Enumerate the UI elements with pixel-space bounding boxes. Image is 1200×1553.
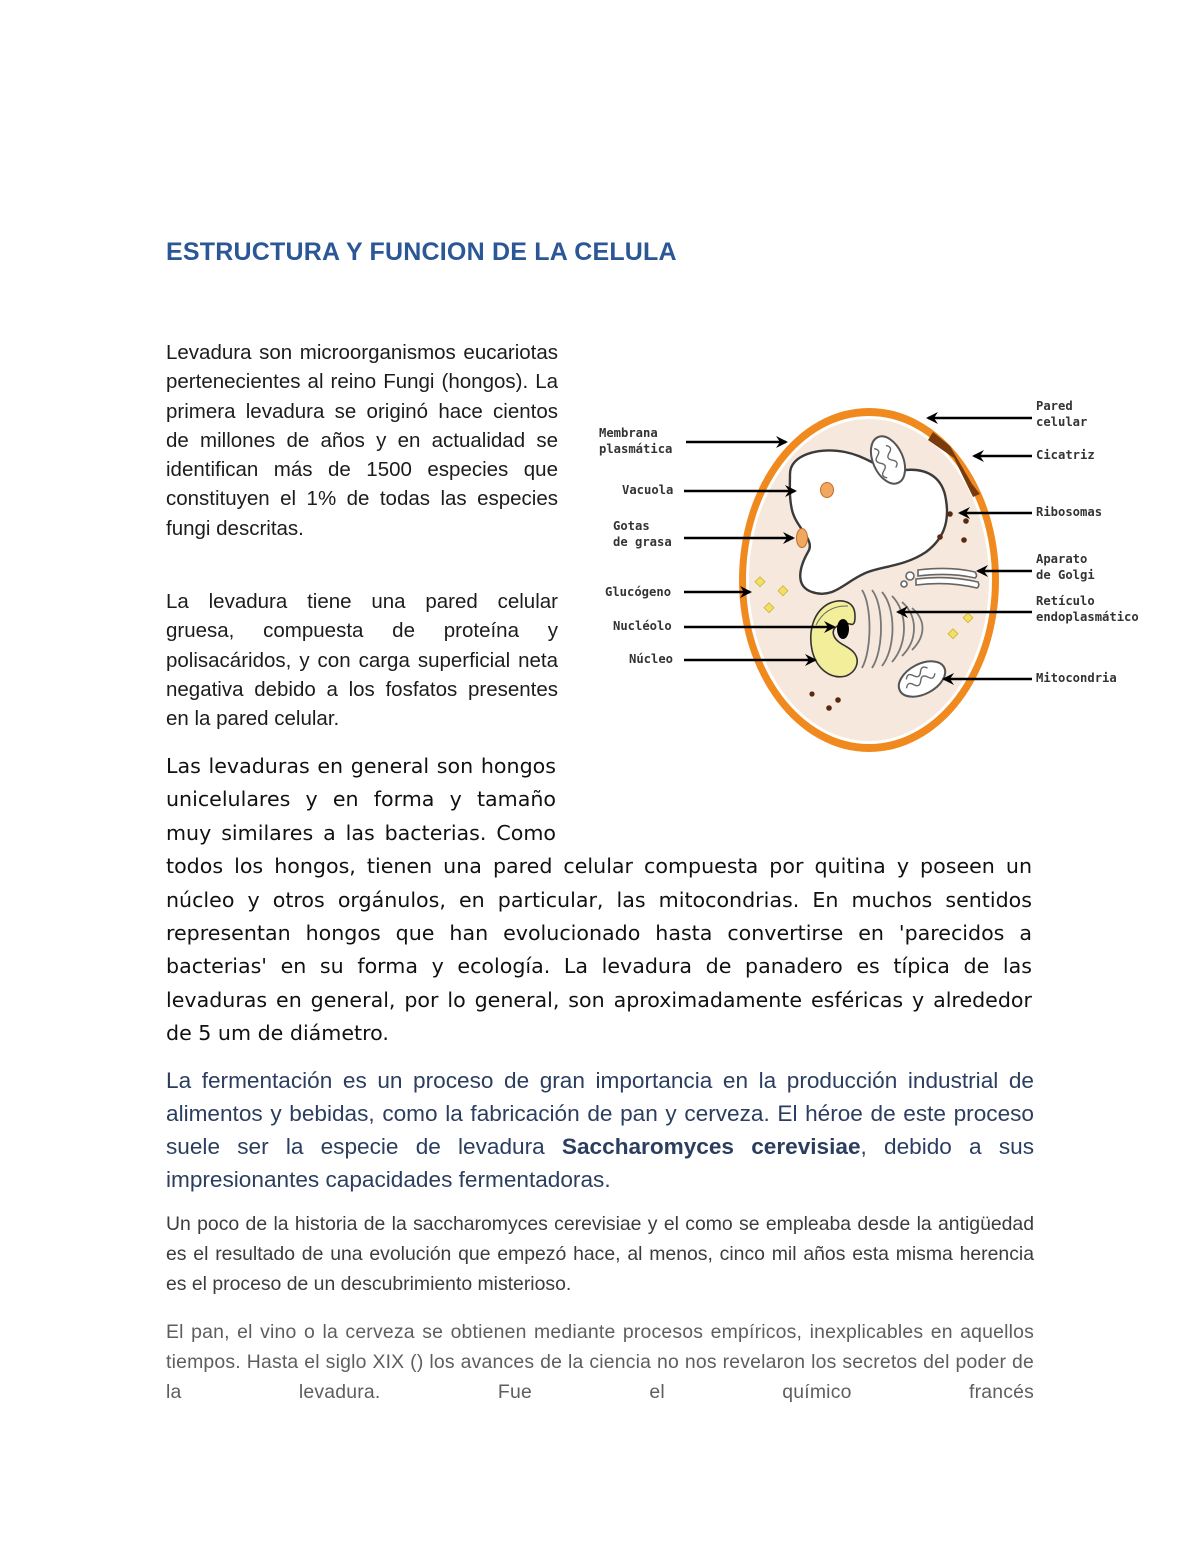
paragraph-historia: Un poco de la historia de la saccharomyces cerevisiae y el como se empleaba desde la antigüedad es el resultado de una evolución que empezó hace, al menos, cinco mil años esta misma herencia es el proceso de un descubrimiento misterioso. xyxy=(166,1213,1034,1295)
fermentacion-text-a: La fermentación es un proceso de gran importancia en la producción industrial de alimentos y bebidas, como la fabricación de pan y cerveza. El héroe de este proceso suele ser la especie de levadura xyxy=(166,1068,1034,1159)
figure-wrap-space xyxy=(556,750,1032,842)
label-ribosomas: Ribosomas xyxy=(1036,505,1103,519)
paragraph-pan-vino: El pan, el vino o la cerveza se obtienen mediante procesos empíricos, inexplicables en aquellos tiempos. Hasta el siglo XIX () los avances de la ciencia no nos revelaron los secretos del poder de la levadura. Fue el químico francés xyxy=(166,1321,1034,1403)
yeast-cell-diagram xyxy=(590,388,1165,760)
paragraph-levaduras-general xyxy=(166,750,1032,1051)
paragraph-levadura-intro: Levadura son microorganismos eucariotas pertenecientes al reino Fungi (hongos). La primera levadura se originó hace cientos de millones de años y en actualidad se identifican más de 1500 especies que constituyen el 1% de todas las especies fungi descritas. xyxy=(166,341,558,540)
label-pared-1: Pared xyxy=(1036,399,1073,413)
species-name: Saccharomyces cerevisiae xyxy=(561,1134,861,1159)
nucleolus xyxy=(837,619,849,639)
label-pared-2: celular xyxy=(1036,415,1088,429)
lipid-droplet xyxy=(821,483,834,498)
label-membrana-2: plasmática xyxy=(599,442,673,456)
label-golgi-2: de Golgi xyxy=(1036,568,1095,582)
label-reticulo-1: Retículo xyxy=(1036,594,1095,608)
label-gotas-2: de grasa xyxy=(613,535,672,549)
label-golgi-1: Aparato xyxy=(1036,552,1088,566)
label-mitocondria: Mitocondria xyxy=(1036,671,1117,685)
paragraph-fermentacion xyxy=(166,1064,1034,1196)
label-cicatriz: Cicatriz xyxy=(1036,448,1095,462)
label-vacuola: Vacuola xyxy=(622,483,674,497)
label-nucleo: Núcleo xyxy=(629,652,674,666)
label-nucleolo: Nucléolo xyxy=(613,619,672,633)
paragraph-levaduras-general-text: Las levaduras en general son hongos unicelulares y en forma y tamaño muy similares a las bacterias. Como todos los hongos, tienen una pared celular compuesta por quitina y poseen un núcleo y otros orgánulos, en particular, las mitocondrias. En muchos sentidos representan hongos que han evolucionado hasta convertirse en 'parecidos a bacterias' en su forma y ecología. La levadura de panadero es típica de las levaduras en general, por lo general, son aproximadamente esféricas y alrededor de 5 um de diámetro. xyxy=(166,754,1032,1046)
lipid-droplet xyxy=(797,529,808,548)
label-membrana-1: Membrana xyxy=(599,426,658,440)
label-gotas-1: Gotas xyxy=(613,519,650,533)
paragraph-pared-celular: La levadura tiene una pared celular gruesa, compuesta de proteína y polisacáridos, y con carga superficial neta negativa debido a los fosfatos presentes en la pared celular. xyxy=(166,590,558,731)
page-title: ESTRUCTURA Y FUNCION DE LA CELULA xyxy=(166,238,677,266)
label-reticulo-2: endoplasmático xyxy=(1036,610,1139,624)
fermentacion-text-b: , debido a sus impresionantes capacidades fermentadoras. xyxy=(166,1134,1034,1192)
label-glucogeno: Glucógeno xyxy=(605,585,672,599)
